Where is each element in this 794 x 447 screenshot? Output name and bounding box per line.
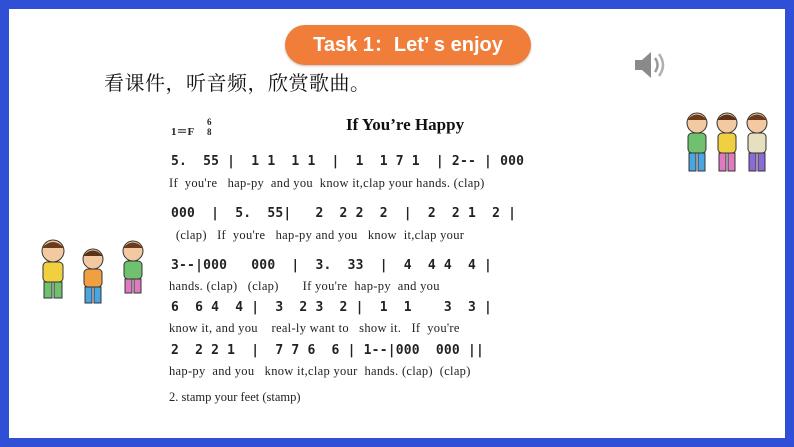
notation-row-2: 000 | 5. 55| 2 2 2 2 | 2 2 1 2 |: [171, 206, 517, 221]
task-title-banner: [285, 25, 531, 65]
notation-row-4: 6 6 4 4 | 3 2 3 2 | 1 1 3 3 |: [171, 300, 493, 315]
child-figure: [123, 241, 143, 293]
stamp-instruction: 2. stamp your feet (stamp): [169, 390, 301, 404]
notation-row-3: 3--|000 000 | 3. 33 | 4 4 4 4 |: [171, 258, 493, 273]
slide: [9, 9, 785, 438]
child-figure: [83, 249, 103, 303]
lyrics-row-5: hap-py and you know it,clap your hands. (clap) (clap): [169, 364, 471, 378]
lyrics-row-2: (clap) If you're hap-py and you know it,clap your: [169, 228, 465, 242]
child-figure: [687, 113, 707, 171]
time-signature: [207, 117, 212, 137]
time-signature-bottom: 8: [207, 127, 212, 137]
song-title: If You’re Happy: [346, 115, 465, 134]
speaker-icon[interactable]: [629, 45, 669, 85]
child-figure: [747, 113, 767, 171]
children-illustration-left: [35, 235, 155, 307]
instruction-text: 看课件，听音频，欣赏歌曲。: [104, 71, 371, 95]
lyrics-row-3: hands. (clap) (clap) If you're hap-py and you: [169, 279, 440, 293]
task-title: Task 1：Let’ s enjoy: [313, 34, 503, 56]
notation-row-5: 2 2 2 1 | 7 7 6 6 | 1--|000 000 ||: [171, 343, 485, 358]
lyrics-row-1: If you're hap-py and you know it,clap your hands. (clap): [169, 176, 485, 190]
child-figure: [42, 240, 64, 298]
children-illustration-right: [681, 107, 777, 179]
time-signature-top: 6: [207, 117, 212, 127]
key-signature: 1＝F: [171, 126, 195, 138]
notation-row-1: 5. 55 | 1 1 1 1 | 1 1 7 1 | 2-- | 000: [171, 154, 525, 169]
lyrics-row-4: know it, and you real-ly want to show it. If you're: [169, 321, 460, 335]
child-figure: [717, 113, 737, 171]
